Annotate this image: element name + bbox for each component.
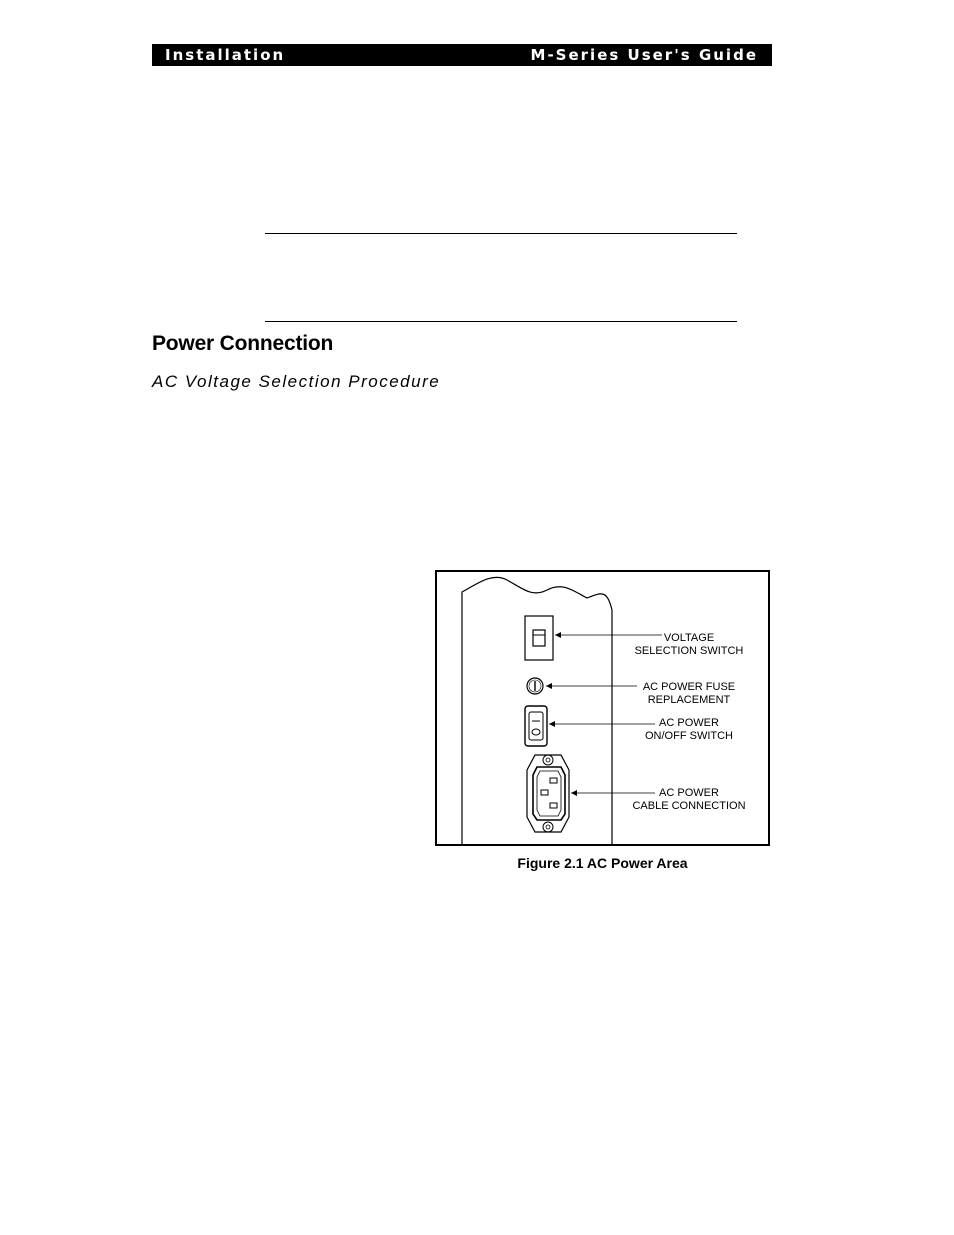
subsection-heading: AC Voltage Selection Procedure <box>152 372 441 391</box>
voltage-label-line2: SELECTION SWITCH <box>634 645 744 657</box>
note-rule-bottom <box>265 321 737 322</box>
fuse-label-line2: REPLACEMENT <box>647 694 731 706</box>
fuse-label-line1: AC POWER FUSE <box>642 681 736 693</box>
header-section-name: Installation <box>165 46 286 64</box>
section-heading: Power Connection <box>152 332 334 355</box>
cable-label-line1: AC POWER <box>659 787 719 799</box>
cable-label-line2: CABLE CONNECTION <box>632 800 746 812</box>
voltage-selection-switch-icon <box>525 616 553 660</box>
ac-inlet-icon <box>527 755 569 832</box>
voltage-label-line1: VOLTAGE <box>663 632 715 644</box>
running-header <box>152 44 772 66</box>
fuse-holder-icon <box>527 678 543 694</box>
figure-caption: Figure 2.1 AC Power Area <box>517 855 688 871</box>
ac-power-area-diagram <box>437 572 768 844</box>
header-guide-title: M-Series User's Guide <box>530 46 758 64</box>
ac-power-area-figure <box>435 570 770 846</box>
note-rule-top <box>265 233 737 234</box>
onoff-label-line2: ON/OFF SWITCH <box>645 730 733 742</box>
power-switch-icon <box>525 706 547 746</box>
onoff-label-line1: AC POWER <box>659 717 719 729</box>
